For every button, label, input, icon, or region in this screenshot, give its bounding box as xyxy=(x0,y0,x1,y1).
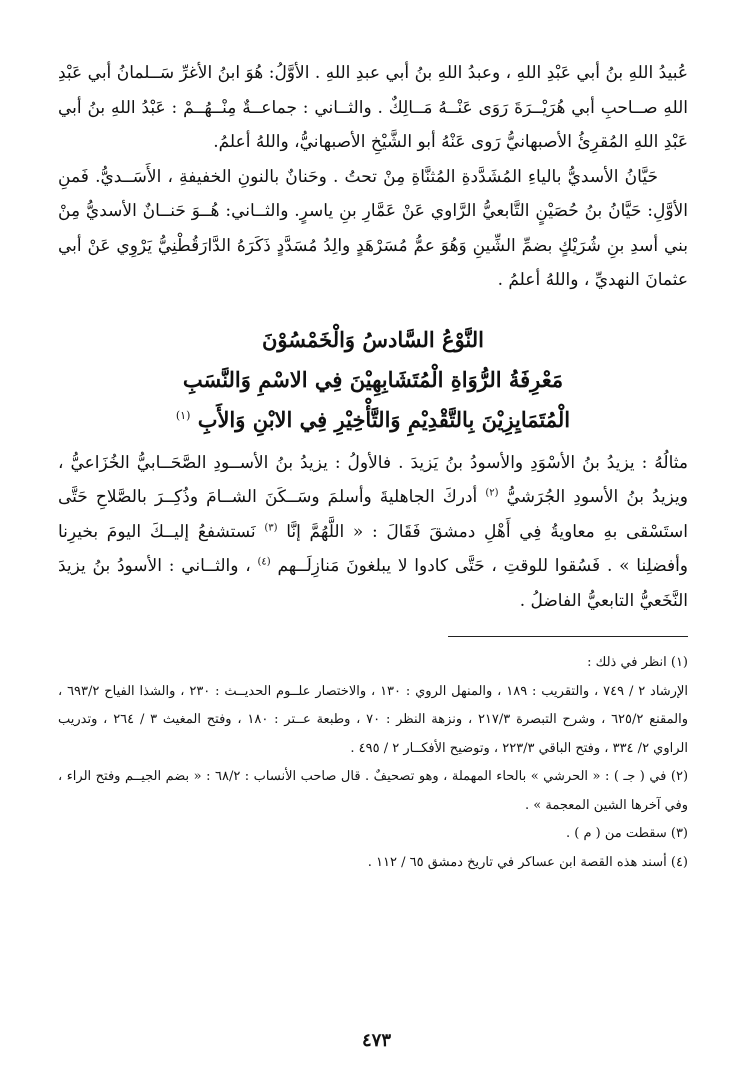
example-seg-3: نَستشفعُ إليــكَ اليومَ بخيرِنا وأفضلِنا » . فَسُقوا للوقتِ ، حَتَّى كادوا لا يبلغونَ مَنازِلَــهم xyxy=(58,521,688,576)
footnotes xyxy=(58,649,688,877)
chapter-heading xyxy=(58,320,688,440)
footnote-ref-1: (١) xyxy=(175,408,191,422)
footnote-2: (٢) في ( جـ ) : « الحرشي » بالحاء المهملة ، وهو تصحيفٌ . قال صاحب الأنساب : ٦٨/٢ : « بضم الجيــم وفتح الراء ، وفي آخرها الشين المعجمة » . xyxy=(58,769,689,813)
main-text xyxy=(58,56,688,298)
example-seg-1: مثالُهُ : يزيدُ بنُ الأسْوَدِ والأسودُ بنُ يَزيدَ . فالأولُ : يزيدُ بنُ الأســودِ الصَّحَــابيُّ الخُزَاعيُّ ، ويزيدُ بنُ الأسودِ الجُرَشيُّ xyxy=(58,452,689,507)
footnote-ref-2: (٢) xyxy=(485,487,499,499)
chapter-subtitle-2-text: الْمُتَمَايِزِيْنَ بِالتَّقْدِيْمِ وَالتَّأْخِيْرِ فِي الابْنِ وَالأَبِ xyxy=(197,406,571,432)
footnote-ref-4: (٤) xyxy=(257,556,271,568)
example-seg-4: ، والثــاني : الأسودُ بنُ يزيدَ النَّخَعيُّ التابعيُّ الفاضلُ . xyxy=(58,556,688,611)
paragraph-example xyxy=(58,446,688,619)
page-number: ٤٧٣ xyxy=(361,1030,391,1051)
example-seg-2: أدركَ الجاهليةَ وأسلمَ وسَــكَنَ الشــامَ وذُكِــرَ بالصَّلاحِ حَتَّى استَسْقى بهِ معاويةُ فِي أَهْلِ دمشقَ فَقَالَ : « اللَّهُمَّ إنَّا xyxy=(58,487,689,542)
footnote-divider xyxy=(448,636,688,637)
chapter-subtitle-2 xyxy=(58,400,688,440)
footnote-3: (٣) سقطت من ( م ) . xyxy=(565,826,688,841)
footnote-ref-3: (٣) xyxy=(264,521,278,533)
footnote-1-body: الإرشاد ٢ / ٧٤٩ ، والتقريب : ١٨٩ ، والمنهل الروي : ١٣٠ ، والاختصار علــوم الحديــث : ٢٣٠ ، والشذا الفياح ٦٩٣/٢ ، والمقنع ٦٢٥/٢ ، وشرح التبصرة ٢١٧/٣ ، ونزهة النظر : ٧٠ ، وطبعة عــتر : ١٨٠ ، وفتح المغيث ٣ / ٢٦٤ ، وتدريب الراوي ٢/ ٣٣٤ ، وفتح الباقي ٢٢٣/٣ ، وتوضيح الأفكــار ٢ / ٤٩٥ . xyxy=(58,683,688,756)
footnote-4: (٤) أسند هذه القصة ابن عساكر في تاريخ دمشق ٦٥ / ١١٢ . xyxy=(367,854,688,870)
chapter-title: النَّوْعُ السَّادسُ وَالْخَمْسُوْنَ xyxy=(262,326,484,352)
chapter-subtitle-1: مَعْرِفَةُ الرُّوَاةِ الْمُتَشَابِهِيْنَ فِي الاسْمِ وَالنَّسَبِ xyxy=(182,366,564,392)
book-page xyxy=(58,56,688,877)
example-text xyxy=(58,446,688,619)
paragraph-hayyan: حَيَّانُ الأسديُّ بالياءِ المُشَدَّدةِ المُثنَّاةِ مِنْ تحتُ . وحَنانٌ بالنونِ الخفيفةِ ، الأَسَــديُّ. فَمنِ الأوَّلِ: حَيَّانُ بنُ حُصَيْنٍ التَّابعيُّ الرَّاوي عَنْ عَمَّارِ بنِ ياسرٍ. والثــاني: هُــوَ حَنــانٌ الأسديُّ مِنْ بني أسدِ بنِ شُرَيْكٍ بضمِّ الشِّينِ وَهُوَ عمُّ مُسَرْهَدٍ والِدُ مُسَدَّدٍ ذَكَرَهُ الدَّارَقُطْنِيُّ يَرْوِي عَنْ أبي عثمانَ النهديِّ ، واللهُ أعلمُ . xyxy=(58,166,688,290)
paragraph-ubaidullah: عُبيدُ اللهِ بنُ أبي عَبْدِ اللهِ ، وعبدُ اللهِ بنُ أبي عبدِ اللهِ . الأوَّلُ: هُوَ ابنُ الأغرِّ سَــلمانُ أبي عَبْدِ اللهِ صــاحبِ أبي هُرَيْــرَةَ رَوَى عَنْــهُ مَــالِكٌ . والثــاني : جماعــةٌ مِنْــهُــمْ : عَبْدُ اللهِ بنُ أبي عَبْدِ اللهِ المُقرِئُ الأصبهانيُّ رَوى عَنْهُ أبو الشَّيْخِ الأصبهانيُّ، واللهُ أعلمُ. xyxy=(58,63,688,152)
footnote-1-head: (١) انظر في ذلك : xyxy=(587,655,688,670)
